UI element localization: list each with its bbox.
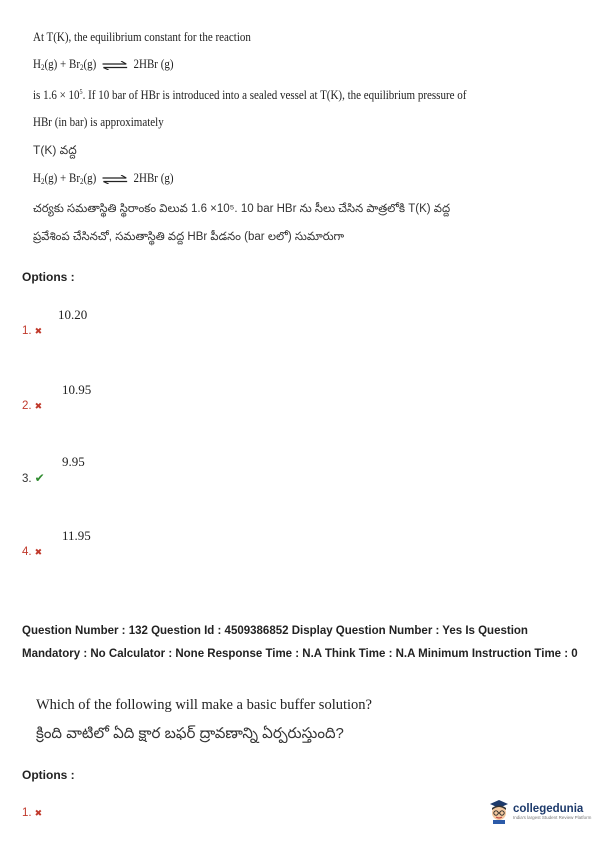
reaction2-sub2: 2 bbox=[79, 177, 84, 186]
option-3-number: 3. bbox=[22, 473, 32, 485]
q1-tel-line1: T(K) వద్ద bbox=[33, 143, 77, 157]
cross-icon: ✖ bbox=[34, 401, 43, 411]
q1-reaction-1 bbox=[33, 57, 174, 72]
q2-telugu: క్రింది వాటిలో ఏది క్షార బఫర్ ద్రావణాన్ని ఏర్పరుస్తుంది? bbox=[36, 725, 344, 742]
option-2-number: 2. bbox=[22, 400, 32, 412]
reaction-right: 2HBr (g) bbox=[133, 57, 174, 71]
option2-1-number: 1. bbox=[22, 807, 32, 819]
option-2-value: 10.95 bbox=[62, 382, 92, 397]
student-mascot-icon bbox=[488, 798, 510, 824]
equilibrium-arrow-icon bbox=[102, 175, 128, 184]
reaction2-mid2: (g) bbox=[83, 171, 97, 185]
q1-line3-sup: 5 bbox=[79, 88, 83, 96]
q1-tel-line3: చర్యకు సమతాస్థితి స్థిరాంకం విలువ 1.6 ×10⁵. 10 bar HBr ను సీలు చేసిన పాత్రలోకి T(K) వద్ద bbox=[33, 203, 451, 215]
reaction2-mid1: (g) + Br bbox=[44, 171, 80, 185]
reaction-sub1: 2 bbox=[40, 63, 45, 72]
q1-tel-line4: ప్రవేశింప చేసినచో, సమతాస్థితి వద్ద HBr పీడనం (bar లలో) సుమారుగా bbox=[33, 231, 345, 243]
q1-line3a: is 1.6 × 10 bbox=[33, 88, 80, 102]
reaction-sub2: 2 bbox=[79, 63, 84, 72]
q1-line4: HBr (in bar) is approximately bbox=[33, 115, 164, 129]
option-4[interactable] bbox=[22, 542, 42, 560]
q1-line1: At T(K), the equilibrium constant for the reaction bbox=[33, 30, 251, 44]
option-1-value: 10.20 bbox=[58, 307, 88, 322]
equilibrium-arrow-icon bbox=[102, 61, 128, 70]
cross-icon: ✖ bbox=[34, 326, 43, 336]
reaction2-right: 2HBr (g) bbox=[133, 171, 174, 185]
logo-tagline: India's largest Student Review Platform bbox=[513, 814, 592, 820]
option2-1[interactable] bbox=[22, 803, 42, 821]
option-3-value: 9.95 bbox=[62, 454, 85, 469]
q1-line3b: . If 10 bar of HBr is introduced into a sealed vessel at T(K), the equilibrium pressure of bbox=[82, 88, 467, 102]
q1-line3 bbox=[33, 88, 466, 103]
options-label-2: Options : bbox=[22, 768, 75, 782]
option-1-number: 1. bbox=[22, 325, 32, 337]
check-icon: ✔ bbox=[34, 471, 45, 485]
reaction-mid2: (g) bbox=[83, 57, 97, 71]
logo-name: collegedunia bbox=[513, 802, 584, 815]
option-4-number: 4. bbox=[22, 546, 32, 558]
cross-icon: ✖ bbox=[34, 547, 43, 557]
reaction2-sub1: 2 bbox=[40, 177, 45, 186]
option-2[interactable] bbox=[22, 396, 42, 414]
option-4-value: 11.95 bbox=[62, 528, 91, 543]
reaction-mid1: (g) + Br bbox=[44, 57, 80, 71]
option-1[interactable] bbox=[22, 321, 42, 339]
q1-reaction-2 bbox=[33, 171, 174, 186]
option-3[interactable] bbox=[22, 469, 45, 487]
reaction-h: H bbox=[33, 57, 41, 71]
question-meta: Question Number : 132 Question Id : 4509386852 Display Question Number : Yes Is Question Mandatory : No Calculator : None Response Time : N.A Think Time : N.A Minimum Instruction Time : 0 bbox=[22, 625, 578, 660]
q2-english: Which of the following will make a basic buffer solution? bbox=[36, 697, 372, 713]
collegedunia-logo bbox=[488, 798, 591, 824]
reaction2-h: H bbox=[33, 171, 41, 185]
cross-icon: ✖ bbox=[34, 808, 43, 818]
options-label: Options : bbox=[22, 270, 75, 284]
